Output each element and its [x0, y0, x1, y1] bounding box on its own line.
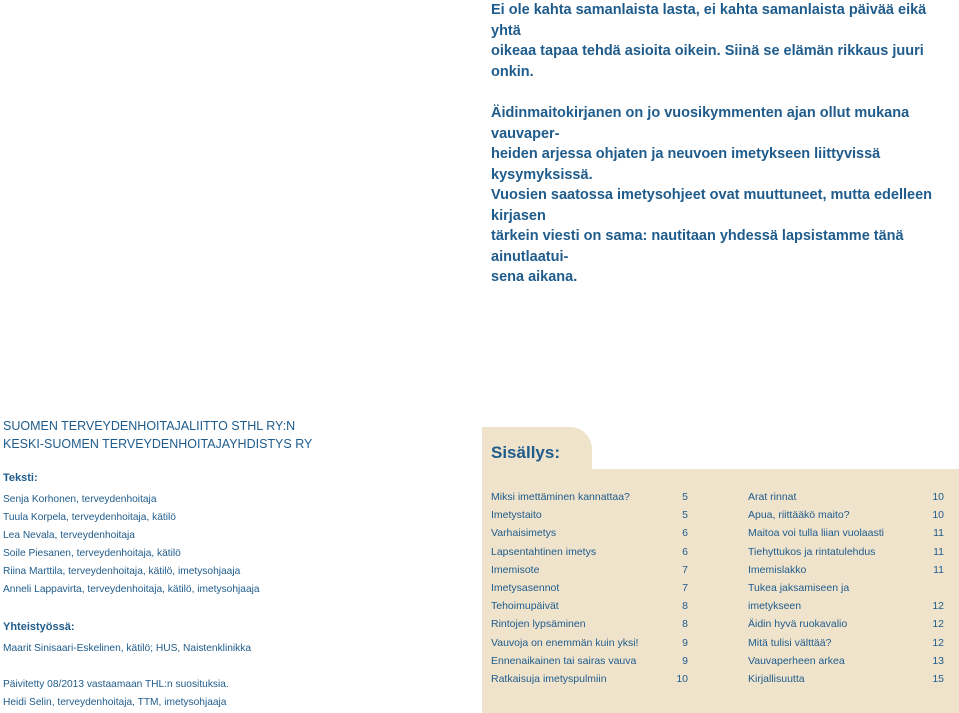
toc-entry: [491, 524, 688, 542]
toc-entry-title: Vauvoja on enemmän kuin yksi!: [491, 636, 639, 649]
toc-column-1: [491, 488, 688, 688]
toc-entry: [748, 597, 944, 615]
toc-entry-title: Tehoimupäivät: [491, 600, 559, 613]
author-line: Lea Nevala, terveydenhoitaja: [3, 530, 135, 541]
toc-entry-page: 7: [682, 581, 688, 594]
toc-entry-page: 8: [682, 618, 688, 631]
toc-entry-title: Vauvaperheen arkea: [748, 654, 845, 667]
updated-line: Päivitetty 08/2013 vastaamaan THL:n suosituksia.: [3, 679, 229, 690]
toc-entry: [491, 561, 688, 579]
toc-entry: [748, 579, 944, 597]
toc-entry: [748, 670, 944, 688]
toc-entry-title: Imetysasennot: [491, 581, 560, 594]
toc-entry-page: 11: [933, 545, 944, 558]
toc-entry-page: 8: [682, 600, 688, 613]
toc-entry: [748, 488, 944, 506]
toc-entry-page: 12: [932, 636, 944, 649]
toc-entry: [491, 543, 688, 561]
toc-entry: [748, 634, 944, 652]
cooperation-line: Maarit Sinisaari-Eskelinen, kätilö; HUS, Naistenklinikka: [3, 643, 251, 654]
toc-entry-page: 15: [932, 672, 944, 685]
toc-entry-page: 10: [932, 491, 944, 503]
toc-entry-page: 6: [682, 527, 688, 540]
toc-entry-title: imetykseen: [748, 600, 802, 613]
toc-entry-title: Lapsentahtinen imetys: [491, 545, 597, 558]
toc-entry: [491, 670, 688, 688]
toc-entry-title: Tukea jaksamiseen ja: [748, 581, 850, 594]
organization-line-2: KESKI-SUOMEN TERVEYDENHOITAJAYHDISTYS RY: [3, 437, 313, 451]
toc-entry: [491, 579, 688, 597]
toc-entry: [491, 652, 688, 670]
toc-entry: [491, 506, 688, 524]
updater-line: Heidi Selin, terveydenhoitaja, TTM, imetysohjaaja: [3, 697, 227, 708]
toc-entry-page: 13: [932, 654, 944, 667]
toc-entry-page: 5: [682, 509, 688, 522]
author-line: Anneli Lappavirta, terveydenhoitaja, kätilö, imetysohjaaja: [3, 584, 260, 595]
toc-entry-title: Arat rinnat: [748, 491, 797, 503]
toc-entry-page: 7: [682, 563, 688, 576]
toc-entry-page: 9: [682, 654, 688, 667]
text-heading: Teksti:: [3, 472, 38, 484]
organization-names: [3, 417, 312, 453]
toc-entry-page: 10: [932, 509, 944, 522]
toc-entry: [748, 524, 944, 542]
toc-entry-title: Imemislakko: [748, 563, 807, 576]
toc-entry-page: 9: [682, 636, 688, 649]
cooperation-heading: Yhteistyössä:: [3, 621, 75, 633]
intro-paragraph-1: Ei ole kahta samanlaista lasta, ei kahta samanlaista päivää eikä yhtä oikeaa tapaa tehdä asioita oikein. Siinä se elämän rikkaus juuri onkin.: [491, 2, 927, 80]
toc-entry: [748, 652, 944, 670]
intro-paragraph-2: Äidinmaitokirjanen on jo vuosikymmenten ajan ollut mukana vauvaper- heiden arjessa ohjaten ja neuvoen imetykseen liittyvissä kysymyksissä. Vuosien saatossa imetysohjeet ovat muuttuneet, mutta edelleen kirjasen tärkein viesti on sama: nautitaan yhdessä lapsistamme tänä ainutlaatui- sena aikana.: [491, 105, 933, 285]
toc-entry-page: 11: [933, 527, 944, 540]
toc-entry-title: Ratkaisuja imetyspulmiin: [491, 672, 607, 685]
toc-entry: [748, 543, 944, 561]
toc-entry-page: 10: [676, 672, 688, 685]
toc-title: Sisällys:: [491, 443, 560, 462]
toc-entry: [748, 506, 944, 524]
toc-entry-title: Varhaisimetys: [491, 527, 557, 540]
toc-entry: [491, 634, 688, 652]
toc-entry-title: Imetystaito: [491, 509, 542, 522]
toc-entry-title: Rintojen lypsäminen: [491, 618, 586, 631]
author-line: Tuula Korpela, terveydenhoitaja, kätilö: [3, 512, 176, 523]
toc-entry: [491, 488, 688, 506]
toc-entry-title: Maitoa voi tulla liian vuolaasti: [748, 527, 884, 540]
toc-entry-title: Kirjallisuutta: [748, 672, 805, 685]
toc-entry-title: Äidin hyvä ruokavalio: [748, 618, 848, 631]
toc-entry-title: Tiehyttukos ja rintatulehdus: [748, 545, 876, 558]
toc-entry-page: 11: [933, 563, 944, 576]
author-line: Riina Marttila, terveydenhoitaja, kätilö, imetysohjaaja: [3, 566, 241, 577]
author-line: Soile Piesanen, terveydenhoitaja, kätilö: [3, 548, 181, 559]
toc-entry: [491, 597, 688, 615]
toc-entry-page: 12: [932, 618, 944, 631]
toc-entry-page: 12: [932, 600, 944, 613]
toc-entry-title: Apua, riittääkö maito?: [748, 509, 850, 522]
toc-entry-title: Imemisote: [491, 563, 540, 576]
toc-entry: [491, 615, 688, 633]
toc-entry-page: 5: [682, 491, 688, 503]
intro-text: [491, 0, 951, 288]
toc-entry-title: Mitä tulisi välttää?: [748, 636, 832, 649]
toc-entry-title: Ennenaikainen tai sairas vauva: [491, 654, 637, 667]
organization-line-1: SUOMEN TERVEYDENHOITAJALIITTO STHL RY:N: [3, 419, 296, 433]
toc-entry: [748, 615, 944, 633]
toc-entry-title: Miksi imettäminen kannattaa?: [491, 491, 630, 503]
toc-entry-page: 6: [682, 545, 688, 558]
author-line: Senja Korhonen, terveydenhoitaja: [3, 494, 157, 505]
toc-column-2: [748, 488, 944, 688]
toc-entry: [748, 561, 944, 579]
